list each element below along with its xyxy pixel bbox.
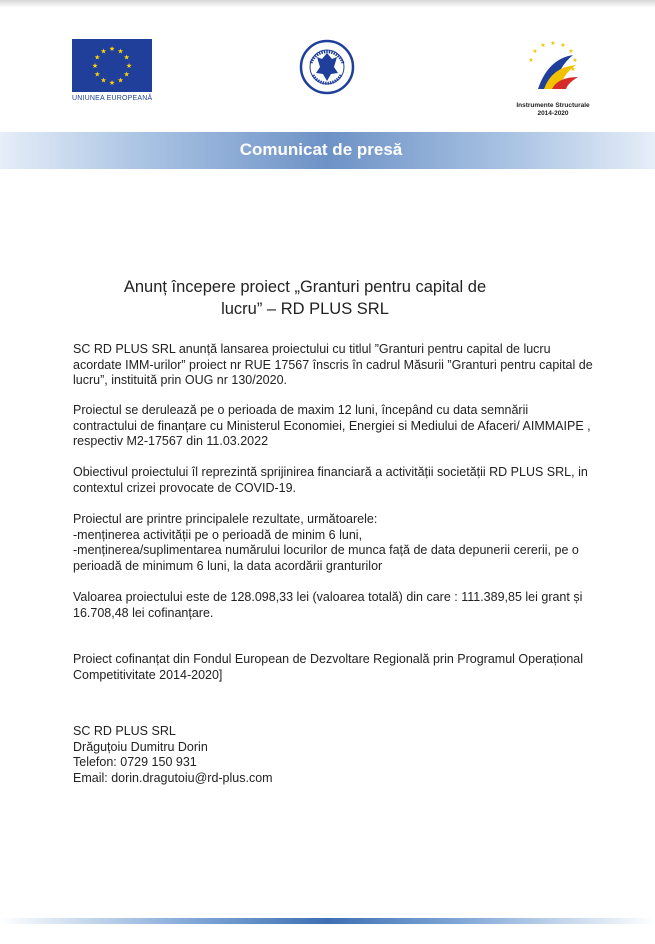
- svg-text:★: ★: [94, 53, 101, 62]
- paragraph-results: [73, 512, 593, 574]
- svg-text:★: ★: [540, 42, 546, 49]
- svg-text:★: ★: [94, 70, 101, 79]
- svg-text:★: ★: [123, 70, 130, 79]
- svg-text:★: ★: [100, 76, 107, 85]
- paragraph-value: Valoarea proiectului este de 128.098,33 lei (valoarea totală) din care : 111.389,85 lei grant și 16.708,48 lei cofinanțare.: [73, 590, 583, 620]
- svg-text:★: ★: [570, 66, 576, 73]
- svg-text:★: ★: [568, 48, 574, 55]
- is-years: 2014-2020: [537, 110, 569, 117]
- eu-caption: UNIUNEA EUROPEANĂ: [72, 95, 153, 102]
- is-caption: Instrumente Structurale: [516, 102, 590, 109]
- paragraph-objective: Obiectivul proiectului îl reprezintă sprijinirea financiară a activității societății RD PLUS SRL, in contextul crizei provocate de COVID-19.: [73, 465, 588, 495]
- results-item-2: -menținerea/suplimentarea numărului locurilor de munca față de data depunerii cererii, pe o perioadă de minimum 6 luni, la data acordării granturilor: [73, 543, 579, 573]
- signature-company: SC RD PLUS SRL: [73, 724, 176, 738]
- results-item-1: -menținerea activității pe o perioadă de minim 6 luni,: [73, 527, 363, 542]
- title-line-2: lucru” – RD PLUS SRL: [221, 300, 389, 318]
- structural-funds-emblem-icon: [518, 37, 588, 97]
- paragraph-cofinancing: Proiect cofinanțat din Fondul European de Dezvoltare Regională prin Programul Operațional Competitivitate 2014-2020]: [73, 652, 584, 682]
- eu-flag-icon: [72, 39, 152, 92]
- eu-logo: [72, 39, 154, 102]
- svg-text:★: ★: [117, 76, 124, 85]
- instrumente-structurale-logo: [505, 37, 601, 118]
- svg-text:★: ★: [108, 45, 116, 53]
- svg-text:★: ★: [123, 53, 130, 62]
- svg-text:★: ★: [550, 40, 556, 47]
- government-seal-logo: [299, 39, 355, 95]
- svg-text:★: ★: [100, 47, 107, 56]
- footer-divider: [0, 918, 655, 924]
- paragraph-intro: SC RD PLUS SRL anunță lansarea proiectului cu titlul ”Granturi pentru capital de lucru acordate IMM-urilor” proiect nr RUE 17567 înscris în cadrul Măsurii ”Granturi pentru capital de lucru”, instituită prin OUG nr 130/2020.: [73, 342, 593, 388]
- signature-block: [73, 724, 273, 786]
- svg-text:★: ★: [572, 57, 578, 64]
- signature-name: Drăguțoiu Dumitru Dorin: [73, 739, 208, 754]
- svg-text:★: ★: [108, 79, 116, 87]
- paragraph-duration: Proiectul se derulează pe o perioada de maxim 12 luni, începând cu data semnării contractului de finanțare cu Ministerul Economiei, Energiei si Mediului de Afaceri/ AIMMAIPE , respectiv M2-17567 din 11.03.2022: [73, 403, 591, 449]
- document-title: [80, 276, 530, 320]
- svg-text:★: ★: [532, 48, 538, 55]
- svg-text:★: ★: [560, 42, 566, 49]
- svg-text:★: ★: [117, 47, 124, 56]
- svg-text:★: ★: [91, 62, 99, 70]
- banner-title: Comunicat de presă: [239, 140, 403, 159]
- signature-phone: Telefon: 0729 150 931: [73, 755, 197, 770]
- results-intro: Proiectul are printre principalele rezultate, următoarele:: [73, 512, 378, 526]
- top-shadow: [0, 0, 655, 8]
- signature-email: Email: dorin.dragutoiu@rd-plus.com: [73, 770, 273, 785]
- title-line-1: Anunț începere proiect „Granturi pentru capital de: [123, 278, 487, 296]
- svg-text:★: ★: [528, 57, 534, 64]
- svg-text:★: ★: [125, 62, 133, 70]
